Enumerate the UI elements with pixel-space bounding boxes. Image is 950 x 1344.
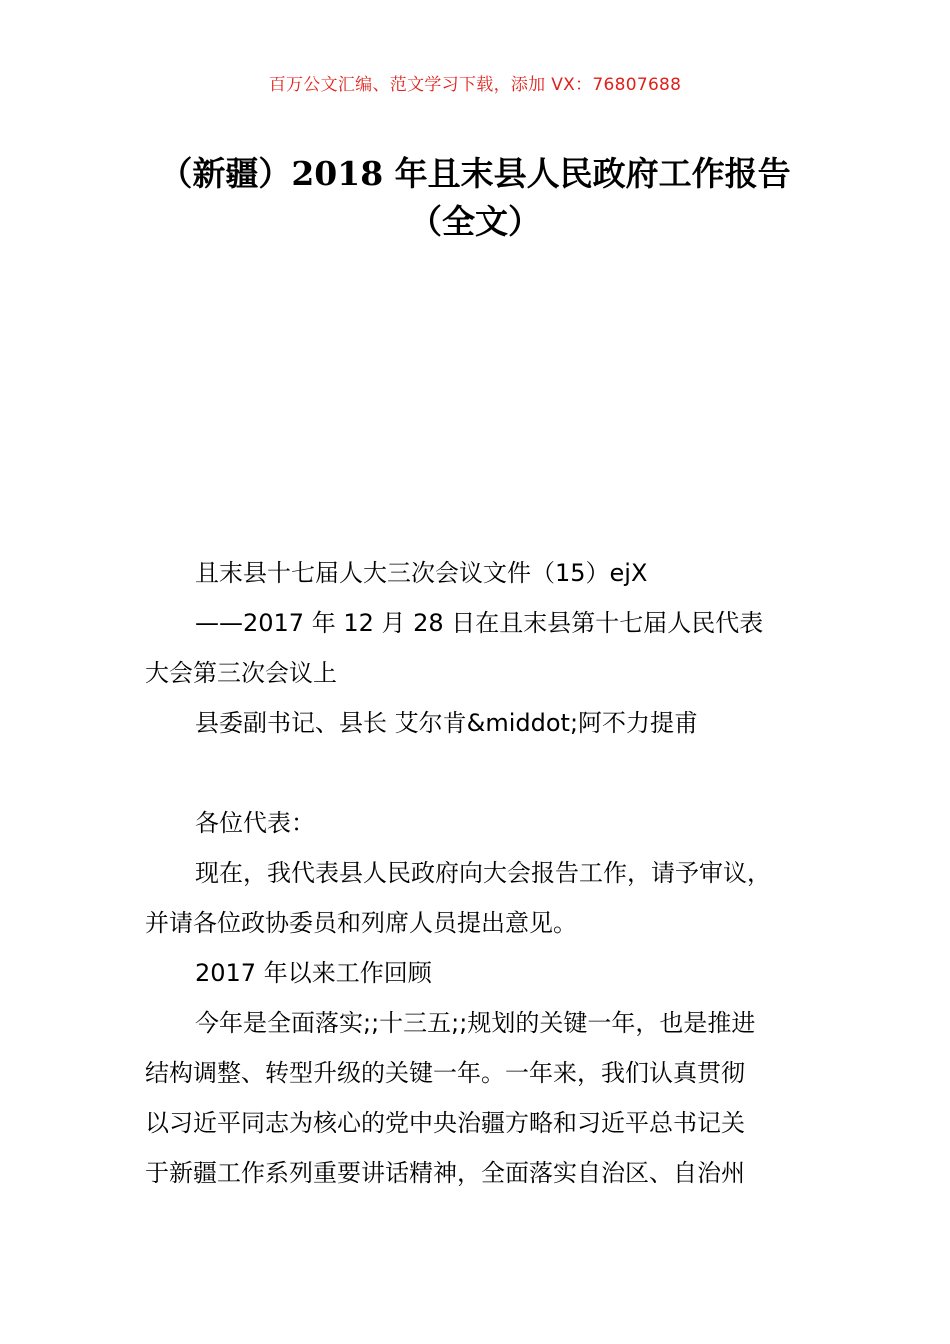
- greeting: 各位代表：: [195, 809, 315, 837]
- document-title: [110, 150, 840, 246]
- title-line-2: （全文）: [409, 202, 541, 241]
- para2-line-1: 今年是全面落实;;十三五;;规划的关键一年，也是推进: [195, 1009, 756, 1037]
- date-line-2: 大会第三次会议上: [145, 659, 337, 687]
- date-line-1: ——2017 年 12 月 28 日在且末县第十七届人民代表: [195, 609, 764, 637]
- para2-line-3: 以习近平同志为核心的党中央治疆方略和习近平总书记关: [145, 1109, 745, 1137]
- document-meta: [145, 548, 825, 748]
- header-promo-note: 百万公文汇编、范文学习下载，添加 VX：76807688: [268, 75, 682, 95]
- para1-line-2: 并请各位政协委员和列席人员提出意见。: [145, 909, 577, 937]
- para2-line-4: 于新疆工作系列重要讲话精神，全面落实自治区、自治州: [145, 1159, 745, 1187]
- title-line-1: （新疆）2018 年且末县人民政府工作报告: [159, 154, 791, 193]
- para1-line-1: 现在，我代表县人民政府向大会报告工作，请予审议，: [195, 859, 771, 887]
- document-body: [145, 798, 825, 1198]
- doc-number: 且末县十七届人大三次会议文件（15）ejX: [195, 559, 648, 587]
- section-heading: 2017 年以来工作回顾: [195, 959, 432, 987]
- speaker-line: 县委副书记、县长 艾尔肯&middot;阿不力提甫: [195, 709, 699, 737]
- para2-line-2: 结构调整、转型升级的关键一年。一年来，我们认真贯彻: [145, 1059, 745, 1087]
